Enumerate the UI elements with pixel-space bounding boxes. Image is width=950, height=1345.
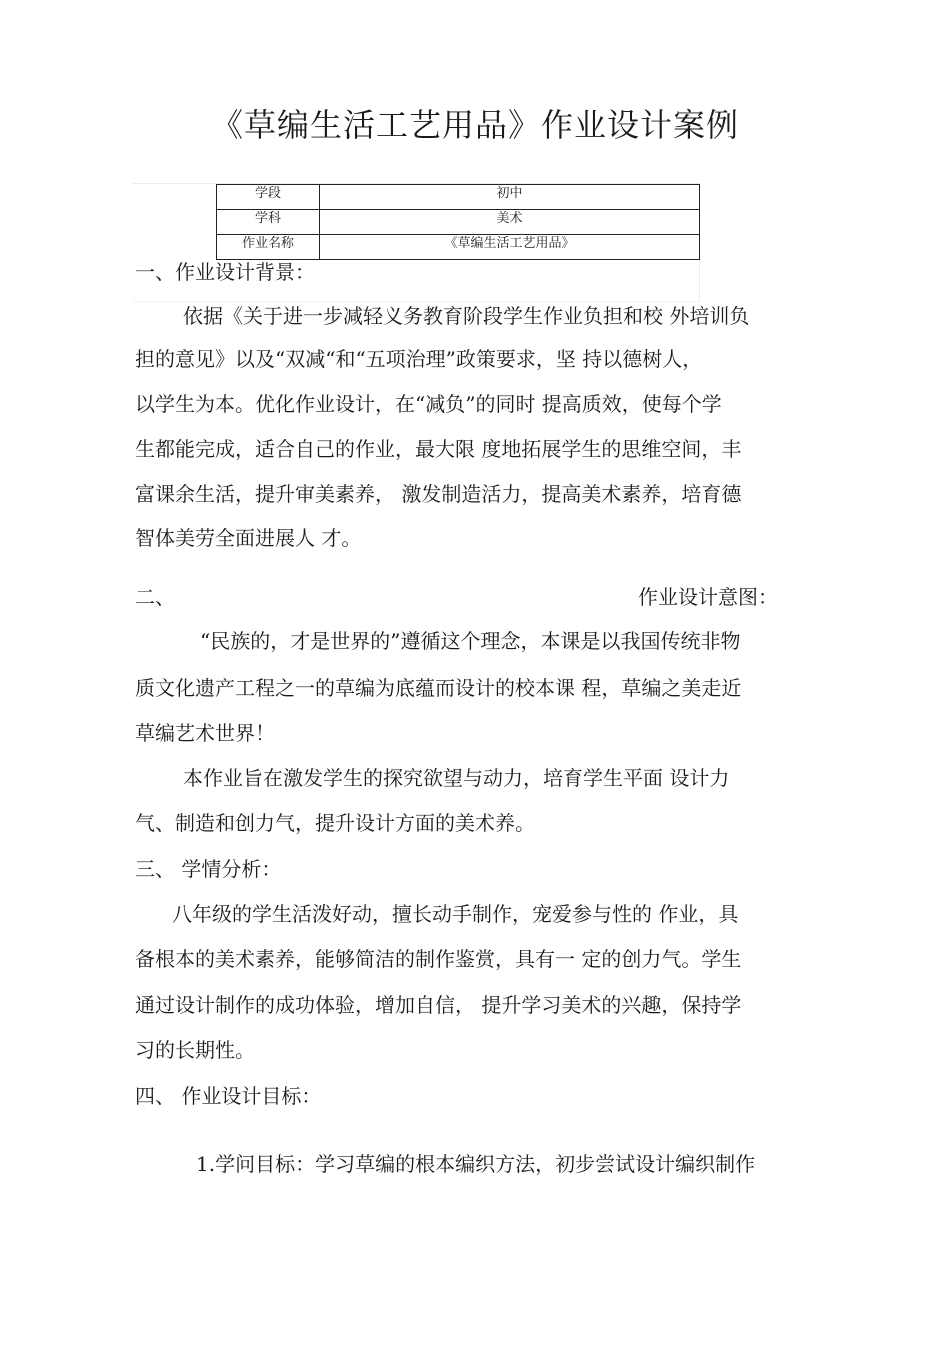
table-row (217, 235, 700, 260)
paragraph-line: 生都能完成，适合自己的作业，最大限 度地拓展学生的思维空间，丰 (135, 437, 742, 461)
table-row (217, 210, 700, 235)
paragraph-line: 担的意见》以及“双减“和“五项治理”政策要求，坚 持以德树人， (135, 347, 703, 371)
section-heading-background: 一、作业设计背景： (135, 260, 315, 284)
section-heading-goals: 四、 作业设计目标： (135, 1084, 322, 1108)
paragraph-line: 富课余生活，提升审美素养， 激发制造活力，提高美术素养，培育德 (135, 482, 742, 506)
paragraph-line: 通过设计制作的成功体验，增加自信， 提升学习美术的兴趣，保持学 (135, 993, 742, 1017)
paragraph-line: 备根本的美术素养，能够简洁的制作鉴赏，具有一 定的创力气。学生 (135, 947, 742, 971)
paragraph-line: 依据《关于进一步减轻义务教育阶段学生作业负担和校 外培训负 (183, 304, 750, 328)
paragraph-line: 气、制造和创力气，提升设计方面的美术养。 (135, 811, 535, 835)
paragraph-line: 以学生为本。优化作业设计，在“减负”的同时 提高质效，使每个学 (135, 392, 722, 416)
paragraph-line: “民族的，才是世界的”遵循这个理念，本课是以我国传统非物 (200, 629, 741, 653)
table-value: 美术 (320, 210, 700, 235)
section-heading-intent: 作业设计意图： (638, 585, 778, 609)
section-heading-analysis: 三、 学情分析： (135, 857, 282, 881)
document-title: 《草编生活工艺用品》作业设计案例 (210, 106, 739, 144)
table-label: 作业名称 (217, 235, 320, 260)
table-label: 学段 (217, 185, 320, 210)
info-table (216, 184, 700, 260)
table-value: 初中 (320, 185, 700, 210)
paragraph-line: 质文化遗产工程之一的草编为底蕴而设计的校本课 程，草编之美走近 (135, 676, 742, 700)
paragraph-line: 智体美劳全面进展人 才。 (135, 526, 362, 550)
table-value: 《草编生活工艺用品》 (320, 235, 700, 260)
table-row (217, 185, 700, 210)
paragraph-line: 习的长期性。 (135, 1038, 255, 1062)
paragraph-line: 八年级的学生活泼好动，擅长动手制作，宠爱参与性的 作业，具 (172, 902, 739, 926)
paragraph-line: 本作业旨在激发学生的探究欲望与动力，培育学生平面 设计力 (183, 766, 730, 790)
section-heading-number: 二、 (135, 585, 175, 609)
table-label: 学科 (217, 210, 320, 235)
paragraph-line: 1.学问目标：学习草编的根本编织方法，初步尝试设计编织制作 (196, 1152, 756, 1176)
paragraph-line: 草编艺术世界！ (135, 721, 275, 745)
